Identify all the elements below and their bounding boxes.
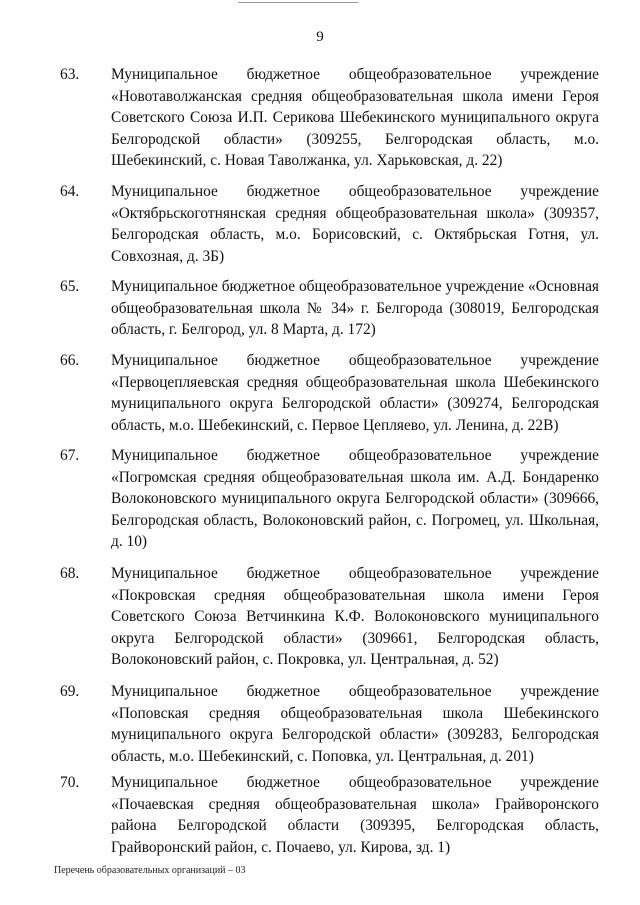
item-text: Муниципальное бюджетное общеобразовательное учреждение «Покровская средняя общеобразовательная школа имени Героя Советского Союза Ветчинкина К.Ф. Волоконовского муниципального округа Белгородской области» (309661, Белгородская область, Волоконовский район, с. Покровка, ул. Центральная, д. 52)	[111, 565, 599, 669]
item-number: 65.	[60, 278, 80, 295]
page-footer: Перечень образовательных организаций – 03	[54, 865, 246, 876]
item-number: 64.	[60, 183, 80, 200]
item-number: 66.	[60, 352, 80, 369]
item-text: Муниципальное бюджетное общеобразовательное учреждение «Октябрьскоготнянская средняя общеобразовательная школа» (309357, Белгородская область, м.о. Борисовский, с. Октябрьская Готня, ул. Совхозная, д. 3Б)	[111, 183, 599, 265]
item-text: Муниципальное бюджетное общеобразовательное учреждение «Поповская средняя общеобразовательная школа Шебекинского муниципального округа Белгородской области» (309283, Белгородская область, м.о. Шебекинский, с. Поповка, ул. Центральная, д. 201)	[111, 683, 599, 765]
item-number: 69.	[60, 683, 80, 700]
item-text: Муниципальное бюджетное общеобразовательное учреждение «Новотаволжанская средняя общеобразовательная школа имени Героя Советского Союза И.П. Серикова Шебекинского муниципального округа Белгородской области» (309255, Белгородская область, м.о. Шебекинский, с. Новая Таволжанка, ул. Харьковская, д. 22)	[111, 66, 599, 170]
item-number: 70.	[60, 774, 80, 791]
item-number: 68.	[60, 565, 80, 582]
item-text: Муниципальное бюджетное общеобразовательное учреждение «Почаевская средняя общеобразовательная школа» Грайворонского района Белгородской области (309395, Белгородская область, Грайворонский район, с. Почаево, ул. Кирова, зд. 1)	[111, 774, 599, 856]
item-number: 63.	[60, 66, 80, 83]
item-text: Муниципальное бюджетное общеобразовательное учреждение «Погромская средняя общеобразовательная школа им. А.Д. Бондаренко Волоконовского муниципального округа Белгородской области» (309666, Белгородская область, Волоконовский район, с. Погромец, ул. Школьная, д. 10)	[111, 447, 599, 551]
item-number: 67.	[60, 447, 80, 464]
top-rule	[238, 2, 358, 3]
item-text: Муниципальное бюджетное общеобразовательное учреждение «Первоцепляевская средняя общеобразовательная школа Шебекинского муниципального округа Белгородской области» (309274, Белгородская область, м.о. Шебекинский, с. Первое Цепляево, ул. Ленина, д. 22В)	[111, 352, 599, 434]
page-number: 9	[316, 29, 324, 45]
item-text: Муниципальное бюджетное общеобразовательное учреждение «Основная общеобразовательная школа № 34» г. Белгорода (308019, Белгородская область, г. Белгород, ул. 8 Марта, д. 172)	[111, 278, 599, 339]
